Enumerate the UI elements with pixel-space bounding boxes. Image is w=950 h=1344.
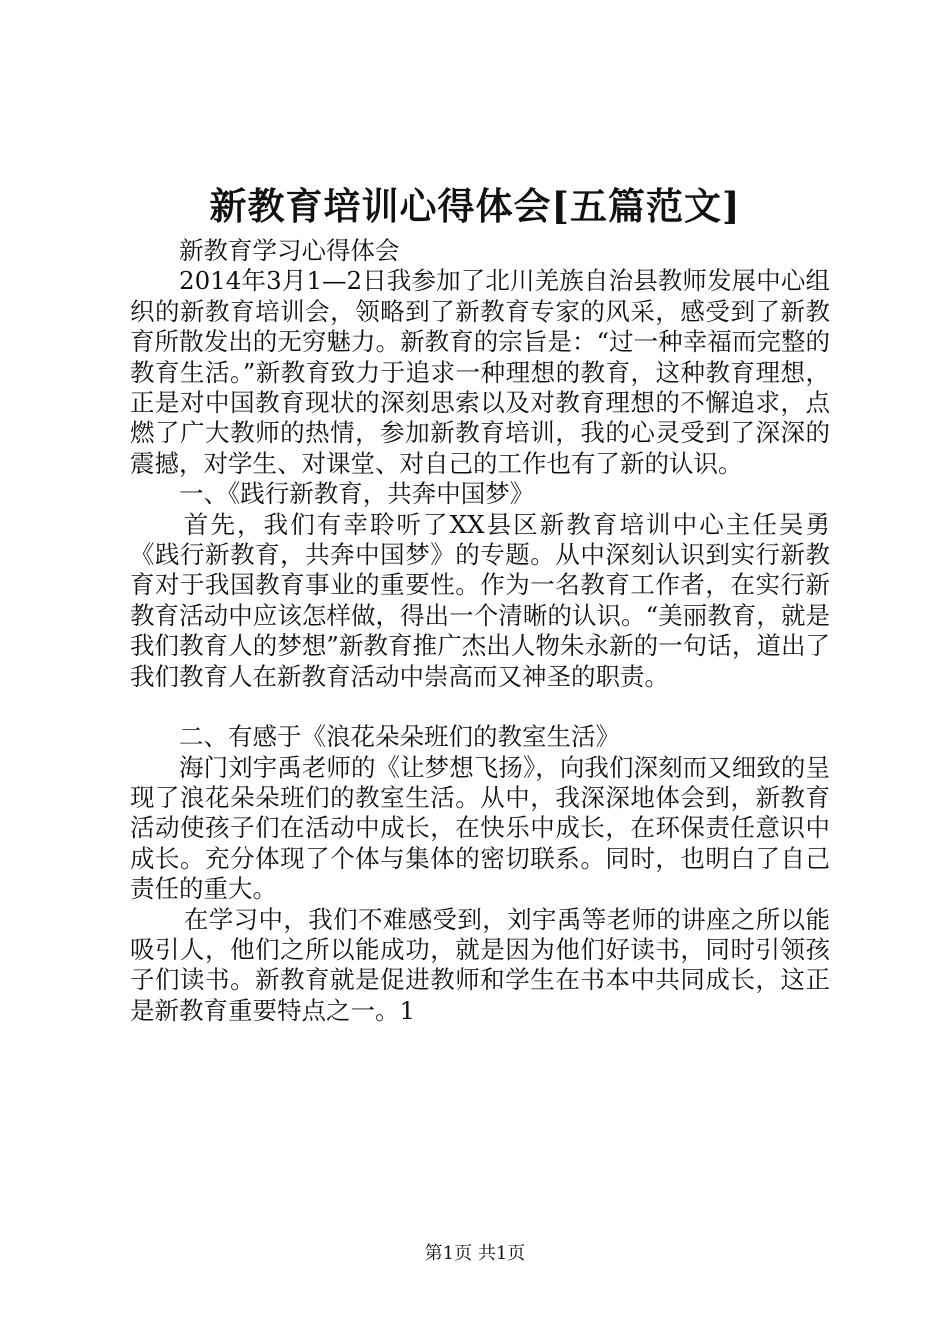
section-heading-2: 二、有感于《浪花朵朵班们的教室生活》	[179, 722, 620, 752]
page-title: 新教育培训心得体会[五篇范文]	[209, 184, 741, 228]
document-body	[130, 236, 830, 1026]
body-paragraph-intro: 2014年3月1—2日我参加了北川羌族自治县教师发展中心组织的新教育培训会，领略到了新教育专家的风采，感受到了新教育所散发出的无穷魅力。新教育的宗旨是：“过一种幸福而完整的教育生活。”新教育致力于追求一种理想的教育，这种教育理想，正是对中国教育现状的深刻思索以及对教育理想的不懈追求，点燃了广大教师的热情，参加新教育培训，我的心灵受到了深深的震撼，对学生、对课堂、对自己的工作也有了新的认识。	[130, 266, 830, 478]
section-heading-1: 一、《践行新教育，共奔中国梦》	[179, 479, 535, 509]
body-paragraph-section-1: 首先，我们有幸聆听了XX县区新教育培训中心主任吴勇《践行新教育，共奔中国梦》的专题。从中深刻认识到实行新教育对于我国教育事业的重要性。作为一名教育工作者，在实行新教育活动中应该怎样做，得出一个清晰的认识。“美丽教育，就是我们教育人的梦想”新教育推广杰出人物朱永新的一句话，道出了我们教育人在新教育活动中崇高而又神圣的职责。	[130, 509, 830, 691]
subtitle-paragraph: 新教育学习心得体会	[179, 236, 400, 265]
body-paragraph-section-2: 海门刘宇禹老师的《让梦想飞扬》，向我们深刻而又细致的呈现了浪花朵朵班们的教室生活。从中，我深深地体会到，新教育活动使孩子们在活动中成长，在快乐中成长，在环保责任意识中成长。充分体现了个体与集体的密切联系。同时，也明白了自己责任的重大。	[130, 752, 830, 904]
body-paragraph-closing: 在学习中，我们不难感受到，刘宇禹等老师的讲座之所以能吸引人，他们之所以能成功，就是因为他们好读书，同时引领孩子们读书。新教育就是促进教师和学生在书本中共同成长，这正是新教育重要特点之一。1	[130, 904, 830, 1025]
page-footer: 第1页 共1页	[424, 1243, 526, 1264]
